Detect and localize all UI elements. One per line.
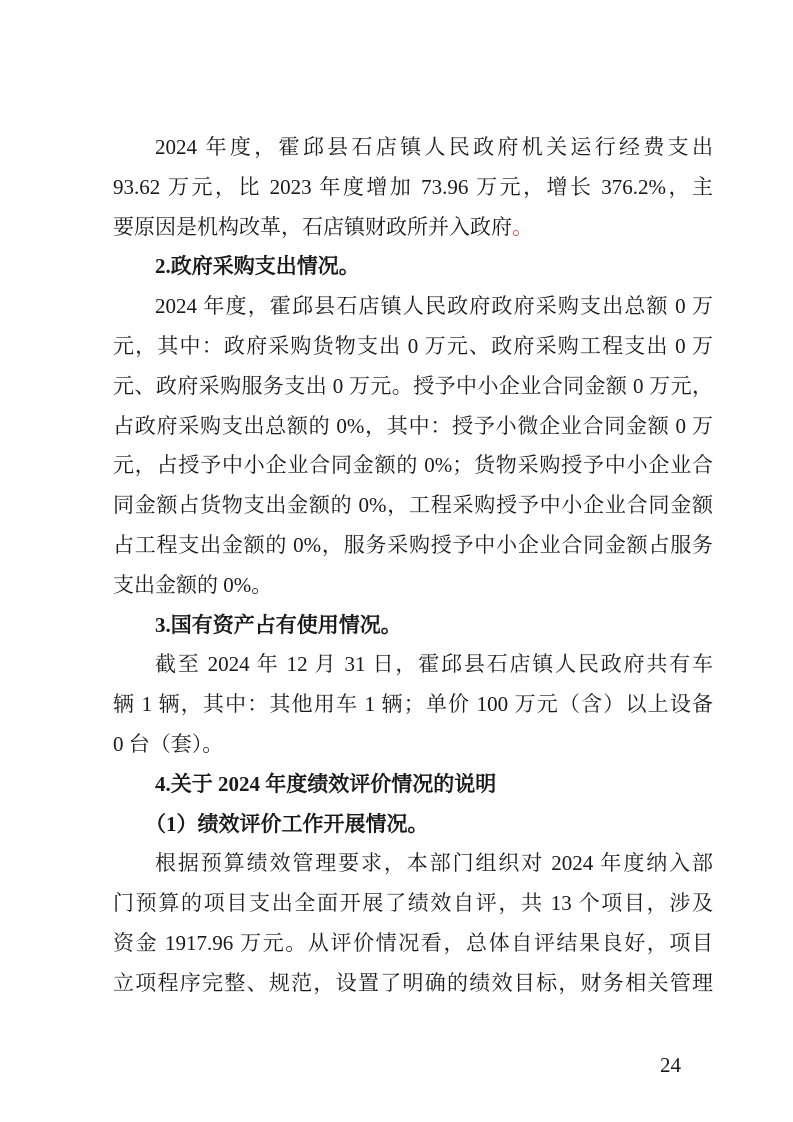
paragraph-line: 截至 2024 年 12 月 31 日，霍邱县石店镇人民政府共有车 (155, 652, 713, 677)
paragraph-line: 2024 年度，霍邱县石店镇人民政府机关运行经费支出 (155, 135, 713, 159)
paragraph-line: 元、政府采购服务支出 0 万元。授予中小企业合同金额 0 万元， (113, 373, 713, 398)
paragraph-line: 0 台（套）。 (113, 731, 224, 756)
page-number: 24 (660, 1053, 681, 1077)
subsection-heading: （1）绩效评价工作开展情况。 (145, 811, 429, 836)
line-text: 要原因是机构改革，石店镇财政所并入政府 (113, 214, 512, 239)
paragraph-line: 2024 年度，霍邱县石店镇人民政府政府采购支出总额 0 万 (155, 294, 713, 319)
document-body (113, 128, 713, 1004)
red-period-mark: 。 (512, 214, 533, 239)
section-heading: 4.关于 2024 年度绩效评价情况的说明 (155, 771, 497, 796)
paragraph-line: 93.62 万元，比 2023 年度增加 73.96 万元，增长 376.2%，主 (113, 174, 713, 199)
paragraph-line: 元，占授予中小企业合同金额的 0%；货物采购授予中小企业合 (113, 453, 713, 478)
paragraph-line: 立项程序完整、规范，设置了明确的绩效目标，财务相关管理 (113, 970, 713, 995)
paragraph-line: 辆 1 辆，其中：其他用车 1 辆；单价 100 万元（含）以上设备 (113, 692, 713, 717)
paragraph-line: 根据预算绩效管理要求，本部门组织对 2024 年度纳入部 (155, 851, 713, 876)
paragraph-line: 元，其中：政府采购货物支出 0 万元、政府采购工程支出 0 万 (113, 333, 713, 358)
paragraph-line: 资金 1917.96 万元。从评价情况看，总体自评结果良好，项目 (113, 930, 713, 955)
paragraph-line: 占工程支出金额的 0%，服务采购授予中小企业合同金额占服务 (113, 532, 713, 557)
paragraph-line: 门预算的项目支出全面开展了绩效自评，共 13 个项目，涉及 (113, 891, 713, 916)
section-heading: 2.政府采购支出情况。 (155, 254, 360, 279)
section-heading: 3.国有资产占有使用情况。 (155, 612, 402, 637)
paragraph-line (113, 208, 713, 248)
paragraph-line: 支出金额的 0%。 (113, 572, 273, 597)
paragraph-line: 同金额占货物支出金额的 0%，工程采购授予中小企业合同金额 (113, 493, 713, 518)
paragraph-line: 占政府采购支出总额的 0%，其中：授予小微企业合同金额 0 万 (113, 413, 713, 438)
